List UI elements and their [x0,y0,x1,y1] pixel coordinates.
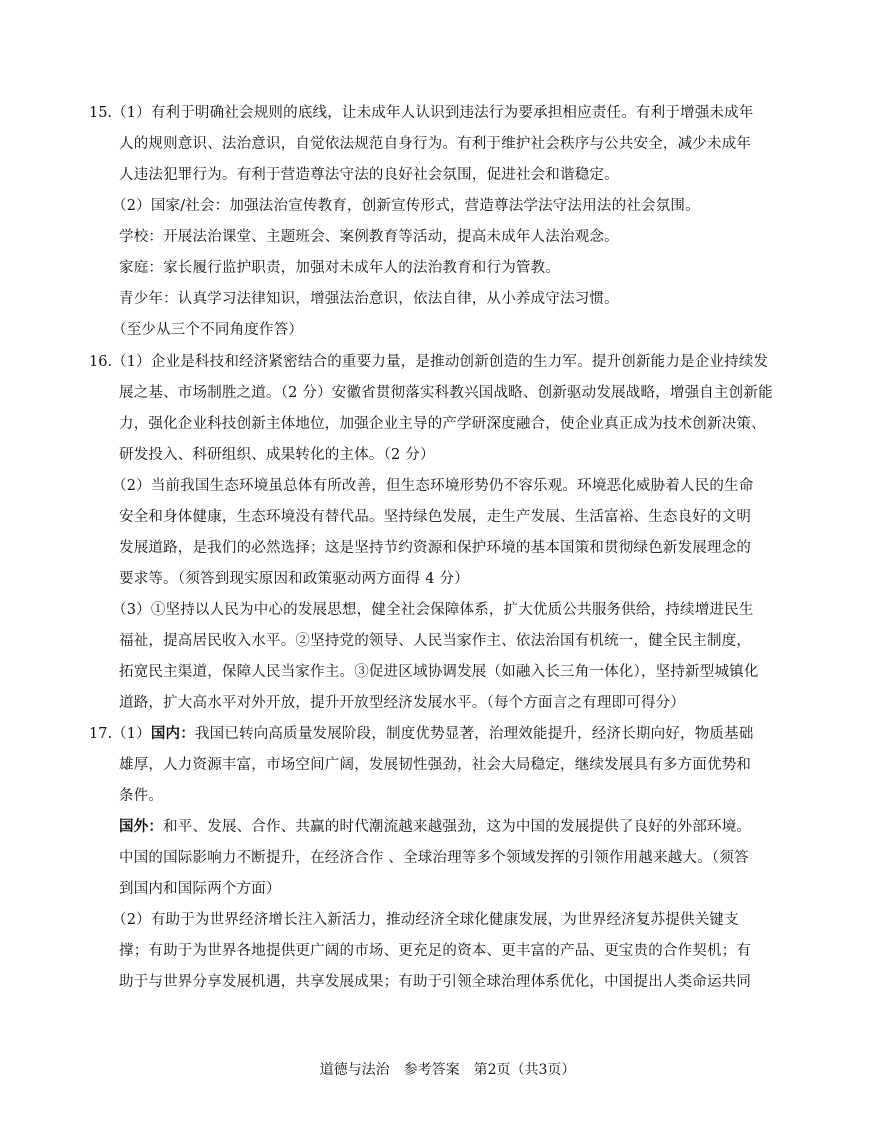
q16-line-2: 展之基、市场制胜之道。（2 分）安徽省贯彻落实科教兴国战略、创新驱动发展战略，增强自主创新能 [119,385,773,401]
q17-part2-line-1: （2）有助于为世界经济增长注入新活力，推动经济全球化健康发展，为世界经济复苏提供关键支 [112,912,739,928]
q15-line-4: （2）国家/社会：加强法治宣传教育，创新宣传形式，营造尊法学法守法用法的社会氛围。 [112,198,700,214]
q17-foreign-label: 国外： [119,818,164,835]
q17-domestic-text: 我国已转向高质量发展阶段，制度优势显著，治理效能提升，经济长期向好，物质基础 [194,726,754,742]
q17-foreign-line-3: 到国内和国际两个方面） [119,881,281,897]
q17-foreign-first-line [119,817,751,837]
q16-line-5: （2）当前我国生态环境虽总体有所改善，但生态环境形势仍不容乐观。环境恶化威胁着人民的生命 [112,478,754,494]
q17-foreign-text: 和平、发展、合作、共赢的时代潮流越来越强劲，这为中国的发展提供了良好的外部环境。 [163,819,752,835]
q15-line-3: 人违法犯罪行为。有利于营造尊法守法的良好社会氛围，促进社会和谐稳定。 [119,167,619,183]
q17-domestic-label: 国内： [150,725,195,742]
q17-part1-prefix: （1） [112,726,151,742]
q15-line-6: 家庭：家长履行监护职责，加强对未成年人的法治教育和行为管教。 [119,260,560,276]
q17-part2-line-2: 撑；有助于为世界各地提供更广阔的市场、更充足的资本、更丰富的产品、更宝贵的合作契机；有 [119,943,752,959]
q16-line-4: 研发投入、科研组织、成果转化的主体。（2 分） [119,447,435,463]
q15-line-7: 青少年：认真学习法律知识，增强法治意识，依法自律，从小养成守法习惯。 [119,291,619,307]
q17-foreign-line-2: 中国的国际影响力不断提升，在经济合作 、全球治理等多个领域发挥的引领作用越来越大。（须答 [119,850,749,866]
q16-line-3: 力，强化企业科技创新主体地位，加强企业主导的产学研深度融合，使企业真正成为技术创新决策、 [119,416,766,432]
q15-line-8: （至少从三个不同角度作答） [112,322,304,338]
question-15-number: 15. [89,105,113,121]
q16-line-11: 拓宽民主渠道，保障人民当家作主。③促进区域协调发展（如融入长三角一体化），坚持新型城镇化 [119,664,759,680]
q16-line-1: （1）企业是科技和经济紧密结合的重要力量，是推动创新创造的生力军。提升创新能力是企业持续发 [112,354,769,370]
q16-line-7: 发展道路，是我们的必然选择；这是坚持节约资源和保护环境的基本国策和贯彻绿色新发展理念的 [119,540,752,556]
q16-line-6: 安全和身体健康，生态环境没有替代品。坚持绿色发展，走生产发展、生活富裕、生态良好的文明 [119,509,752,525]
question-16-number: 16. [89,354,113,370]
q17-domestic-first-line [112,724,754,744]
q16-line-12: 道路，扩大高水平对外开放，提升开放型经济发展水平。（每个方面言之有理即可得分） [119,695,686,711]
q15-line-1: （1）有利于明确社会规则的底线，让未成年人认识到违法行为要承担相应责任。有利于增强未成年 [112,105,754,121]
q17-part2-line-3: 助于与世界分享发展机遇，共享发展成果；有助于引领全球治理体系优化，中国提出人类命运共同 [119,974,752,990]
q16-line-8: 要求等。（须答到现实原因和政策驱动两方面得 4 分） [119,571,469,587]
question-17-number: 17. [89,726,113,742]
q15-line-2: 人的规则意识、法治意识，自觉依法规范自身行为。有利于维护社会秩序与公共安全，减少未成年 [119,136,752,152]
q17-domestic-line-3: 条件。 [119,788,164,804]
q15-line-5: 学校：开展法治课堂、主题班会、案例教育等活动，提高未成年人法治观念。 [119,229,619,245]
q16-line-10: 福祉，提高居民收入水平。②坚持党的领导、人民当家作主、依法治国有机统一，健全民主制度， [119,633,752,649]
q17-domestic-line-2: 雄厚，人力资源丰富，市场空间广阔，发展韧性强劲，社会大局稳定，继续发展具有多方面优势和 [119,757,752,773]
page-footer: 道德与法治 参考答案 第2页（共3页） [319,1062,576,1078]
q16-line-9: （3）①坚持以人民为中心的发展思想，健全社会保障体系，扩大优质公共服务供给，持续增进民生 [112,602,754,618]
